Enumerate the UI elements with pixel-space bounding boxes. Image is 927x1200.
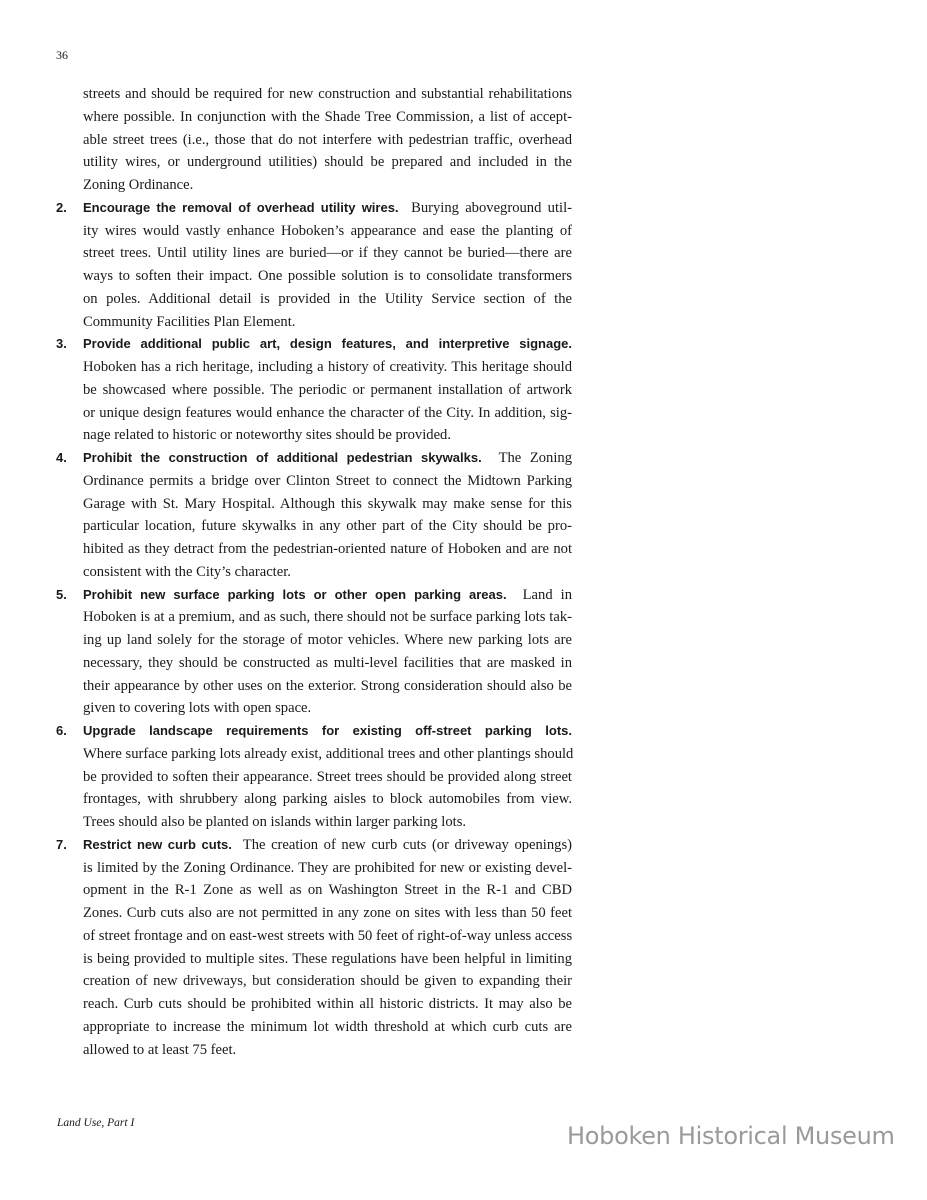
- item-number: 3.: [56, 336, 67, 352]
- list-item: [56, 834, 573, 1062]
- text-line: street trees. Until utility lines are buried—or if they cannot be buried—there are: [83, 245, 572, 262]
- item-first-line: [83, 333, 572, 356]
- text-line: appropriate to increase the minimum lot width threshold at which curb cuts are: [83, 1018, 572, 1035]
- item-first-line: [83, 447, 572, 470]
- text-line: Zones. Curb cuts also are not permitted in any zone on sites with less than 50 feet: [83, 905, 572, 921]
- item-number: 4.: [56, 450, 67, 465]
- item-first-line: [83, 584, 572, 607]
- text-line: ity wires would vastly enhance Hoboken’s appearance and ease the planting of: [83, 222, 572, 239]
- text-line: is being provided to multiple sites. These regulations have been helpful in limiting: [83, 950, 572, 967]
- list-item: [56, 197, 572, 334]
- page-number: 36: [56, 48, 68, 62]
- item-text: Burying aboveground util-: [398, 199, 572, 216]
- text-line: consistent with the City’s character.: [83, 563, 291, 580]
- item-number: 5.: [56, 586, 67, 602]
- text-line: Trees should also be planted on islands within larger parking lots.: [83, 814, 467, 830]
- text-line: allowed to at least 75 feet.: [83, 1041, 237, 1058]
- text-line: be showcased where possible. The periodic or permanent installation of artwork: [83, 381, 572, 398]
- watermark: Hoboken Historical Museum: [567, 1122, 895, 1150]
- item-number: 2.: [56, 199, 67, 215]
- intro-paragraph: [83, 83, 572, 197]
- text-line: creation of new driveways, but consideration should be given to expanding their: [83, 973, 572, 990]
- text-line: Garage with St. Mary Hospital. Although this skywalk may make sense for this: [83, 495, 572, 512]
- item-text: The Zoning: [481, 450, 572, 466]
- text-line: ing up land solely for the storage of motor vehicles. Where new parking lots are: [83, 632, 572, 648]
- list-item: [56, 720, 574, 834]
- text-line: Where surface parking lots already exist, additional trees and other plantings should: [83, 745, 574, 762]
- text-line: utility wires, or underground utilities) should be prepared and included in the: [83, 154, 572, 171]
- item-heading: Encourage the removal of overhead utility wires.: [83, 199, 399, 215]
- text-line: given to covering lots with open space.: [83, 700, 312, 717]
- item-first-line: [83, 834, 572, 857]
- text-line: Zoning Ordinance.: [83, 177, 194, 193]
- list-item: [56, 447, 572, 584]
- text-line: nage related to historic or noteworthy sites should be provided.: [83, 427, 452, 444]
- text-line: on poles. Additional detail is provided in the Utility Service section of the: [83, 290, 572, 307]
- list-item: [56, 584, 572, 721]
- document-body: [56, 83, 574, 1061]
- text-line: Community Facilities Plan Element.: [83, 313, 296, 330]
- text-line: of street frontage and on east-west streets with 50 feet of right-of-way unless access: [83, 927, 573, 944]
- item-heading: Restrict new curb cuts.: [83, 836, 232, 852]
- text-line: or unique design features would enhance the character of the City. In addition, sig-: [83, 404, 572, 421]
- text-line: able street trees (i.e., those that do not interfere with pedestrian traffic, overhead: [83, 131, 572, 148]
- item-number: 6.: [56, 723, 67, 738]
- footer-section-title: Land Use, Part I: [57, 1117, 135, 1129]
- item-text: Land in: [506, 586, 572, 603]
- text-line: streets and should be required for new construction and substantial rehabilitations: [83, 86, 572, 102]
- text-line: hibited as they detract from the pedestrian-oriented nature of Hoboken and are not: [83, 541, 572, 557]
- text-line: reach. Curb cuts should be prohibited within all historic districts. It may also be: [83, 996, 572, 1012]
- item-heading: Provide additional public art, design features, and interpretive signage.: [83, 336, 572, 352]
- item-first-line: [83, 720, 572, 743]
- text-line: where possible. In conjunction with the Shade Tree Commission, a list of accept-: [83, 108, 572, 125]
- text-line: Hoboken is at a premium, and as such, there should not be surface parking lots tak-: [83, 609, 572, 626]
- item-heading: Prohibit new surface parking lots or other open parking areas.: [83, 586, 507, 602]
- item-first-line: [83, 197, 572, 220]
- text-line: is limited by the Zoning Ordinance. They are prohibited for new or existing devel-: [83, 859, 572, 876]
- text-line: ways to soften their impact. One possible solution is to consolidate transformers: [83, 268, 572, 284]
- item-text: The creation of new curb cuts (or driveway openings): [231, 836, 572, 853]
- text-line: be provided to soften their appearance. Street trees should be provided along street: [83, 768, 572, 785]
- text-line: necessary, they should be constructed as multi-level facilities that are masked in: [83, 654, 572, 671]
- text-line: Hoboken has a rich heritage, including a history of creativity. This heritage should: [83, 359, 572, 375]
- list-item: [56, 333, 572, 447]
- text-line: Ordinance permits a bridge over Clinton Street to connect the Midtown Parking: [83, 472, 572, 489]
- item-heading: Upgrade landscape requirements for existing off-street parking lots.: [83, 723, 572, 738]
- text-line: opment in the R-1 Zone as well as on Washington Street in the R-1 and CBD: [83, 882, 572, 899]
- item-heading: Prohibit the construction of additional pedestrian skywalks.: [83, 450, 482, 465]
- text-line: their appearance by other uses on the exterior. Strong consideration should also be: [83, 677, 572, 694]
- text-line: particular location, future skywalks in any other part of the City should be pro-: [83, 518, 572, 535]
- text-line: frontages, with shrubbery along parking aisles to block automobiles from view.: [83, 791, 572, 808]
- item-number: 7.: [56, 836, 67, 852]
